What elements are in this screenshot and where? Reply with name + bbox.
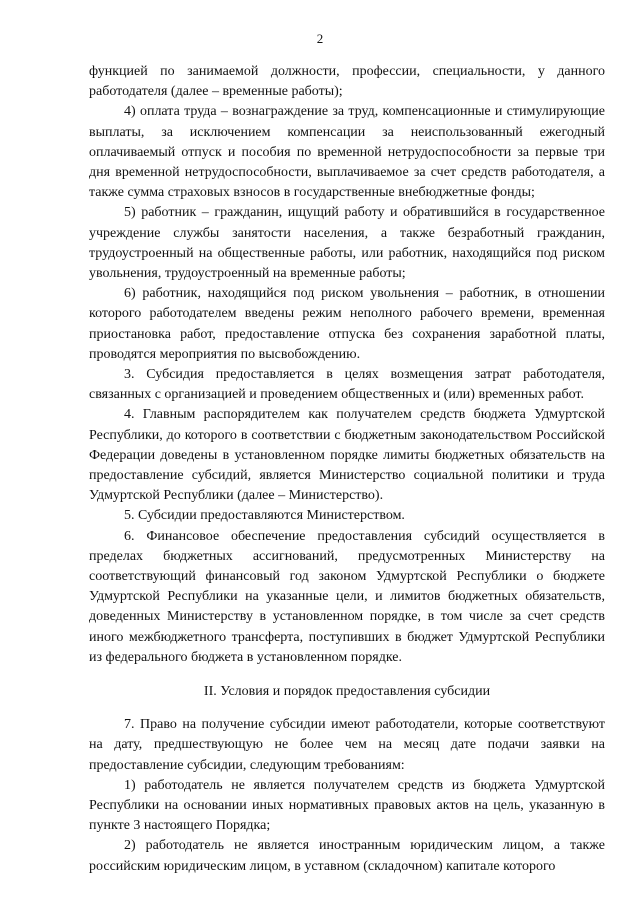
document-body xyxy=(89,62,605,877)
paragraph: 6. Финансовое обеспечение предоставления субсидий осуществляется в пределах бюджетных ассигнований, предусмотренных Министерству на соответствующий финансовый год законом Удмуртской Республики о бюджете Удмуртской Республики на указанные цели, и лимитов бюджетных обязательств, доведенных Министерству в установленном порядке, в том числе за счет средств иного межбюджетного трансферта, поступивших в бюджет Удмуртской Республики из федерального бюджета в установленном порядке. xyxy=(89,528,605,665)
paragraph: 1) работодатель не является получателем средств из бюджета Удмуртской Республики на основании иных нормативных правовых актов на цель, указанную в пункте 3 настоящего Порядка; xyxy=(89,777,605,834)
paragraph: 4) оплата труда – вознаграждение за труд, компенсационные и стимулирующие выплаты, за исключением компенсации за неиспользованный ежегодный оплачиваемый отпуск и пособия по временной нетрудоспособности за первые три дня временной нетрудоспособности, выплачиваемое за счет средств работодателя, а также сумма страховых взносов в государственные внебюджетные фонды; xyxy=(89,104,605,201)
paragraph: 6) работник, находящийся под риском увольнения – работник, в отношении которого работодателем введены режим неполного рабочего времени, временная приостановка работ, предоставление отпуска без сохранения заработной платы, проводятся мероприятия по высвобождению. xyxy=(89,286,605,362)
paragraph: 5) работник – гражданин, ищущий работу и обратившийся в государственное учреждение службы занятости населения, а также безработный гражданин, трудоустроенный на общественные работы, или работник, находящийся под риском увольнения, трудоустроенный на временные работы; xyxy=(89,205,605,282)
paragraphs-before-heading xyxy=(89,62,605,668)
section-heading: II. Условия и порядок предоставления субсидии xyxy=(203,684,491,700)
paragraph: 5. Субсидии предоставляются Министерством. xyxy=(124,508,405,524)
paragraph: 3. Субсидия предоставляется в целях возмещения затрат работодателя, связанных с организацией и проведением общественных и (или) временных работ. xyxy=(89,367,605,403)
paragraph: 2) работодатель не является иностранным юридическим лицом, а также российским юридическим лицом, в уставном (складочном) капитале которого xyxy=(89,838,605,874)
paragraph: функцией по занимаемой должности, профессии, специальности, у данного работодателя (далее – временные работы); xyxy=(89,64,605,100)
paragraph: 4. Главным распорядителем как получателем средств бюджета Удмуртской Республики, до которого в соответствии с бюджетным законодательством Российской Федерации доведены в установленном порядке лимиты бюджетных обязательств на предоставление субсидий, является Министерство социальной политики и труда Удмуртской Республики (далее – Министерство). xyxy=(89,407,605,504)
paragraphs-after-heading xyxy=(89,715,605,877)
page-number: 2 xyxy=(316,31,324,46)
paragraph: 7. Право на получение субсидии имеют работодатели, которые соответствуют на дату, предшествующую не более чем на месяц дате подачи заявки на предоставление субсидии, следующим требованиям: xyxy=(89,717,605,773)
